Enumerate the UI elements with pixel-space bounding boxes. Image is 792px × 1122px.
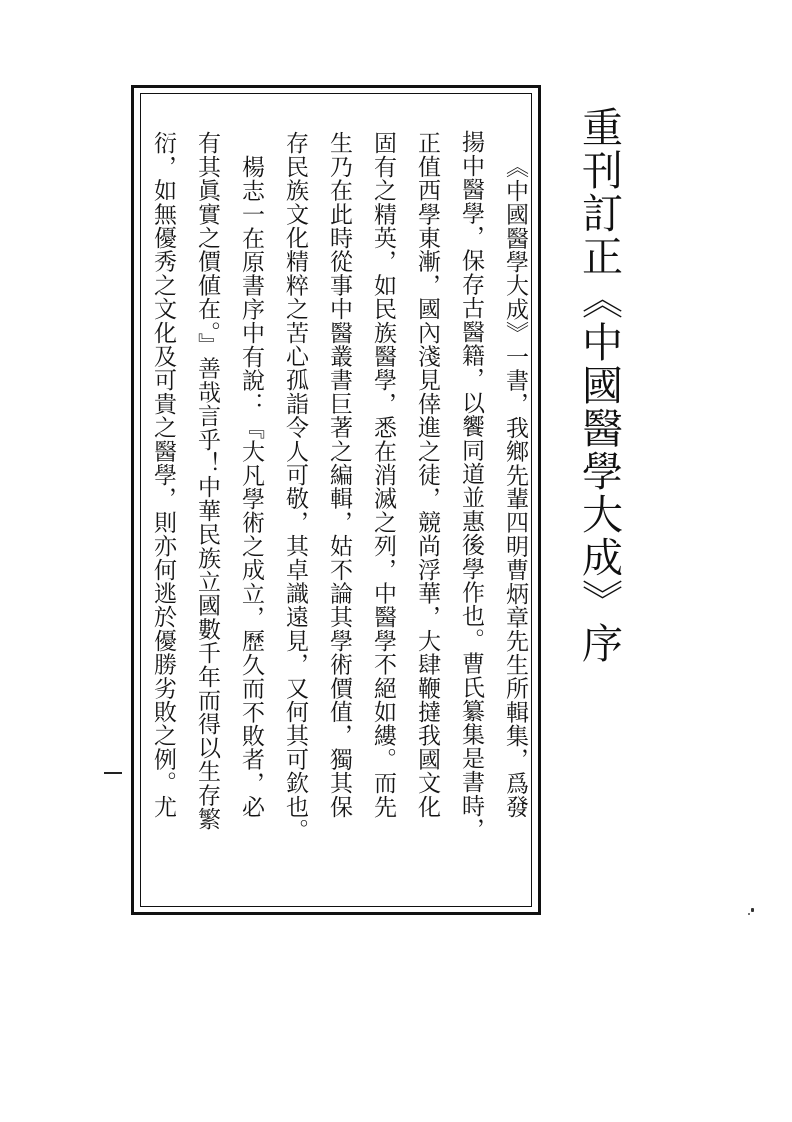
scan-speck-dot [748,913,750,915]
text-column-8: 有其眞實之價値在。』善哉言乎！中華民族立國數千年而得以生存繁 [194,131,220,831]
scan-speck [751,908,754,912]
text-column-5: 生乃在此時從事中醫叢書巨著之編輯，姑不論其學術價值，獨其保 [326,131,352,819]
text-column-9: 衍，如無優秀之文化及可貴之醫學，則亦何逃於優勝劣敗之例。尤 [150,131,176,819]
preface-title: 重刊訂正《中國醫學大成》序 [575,106,623,665]
text-column-4: 固有之精英，如民族醫學，悉在消滅之列，中醫學不絕如縷。而先 [370,131,396,819]
text-column-2: 揚中醫學，保存古醫籍，以饗同道並惠後學作也。曹氏纂集是書時， [458,130,484,841]
text-column-3: 正值西學東漸，國內淺見倖進之徒，競尚浮華，大肆鞭撻我國文化 [414,131,440,819]
text-column-6: 存民族文化精粹之苦心孤詣令人可敬，其卓識遠見，又何其可欽也。 [282,131,308,842]
margin-mark [104,772,122,774]
text-column-7: 楊志一在原書序中有說：『大凡學術之成立，歷久而不敗者，必 [238,155,264,819]
text-column-1: 《中國醫學大成》一書，我鄉先輩四明曹炳章先生所輯集，爲發 [502,155,528,819]
